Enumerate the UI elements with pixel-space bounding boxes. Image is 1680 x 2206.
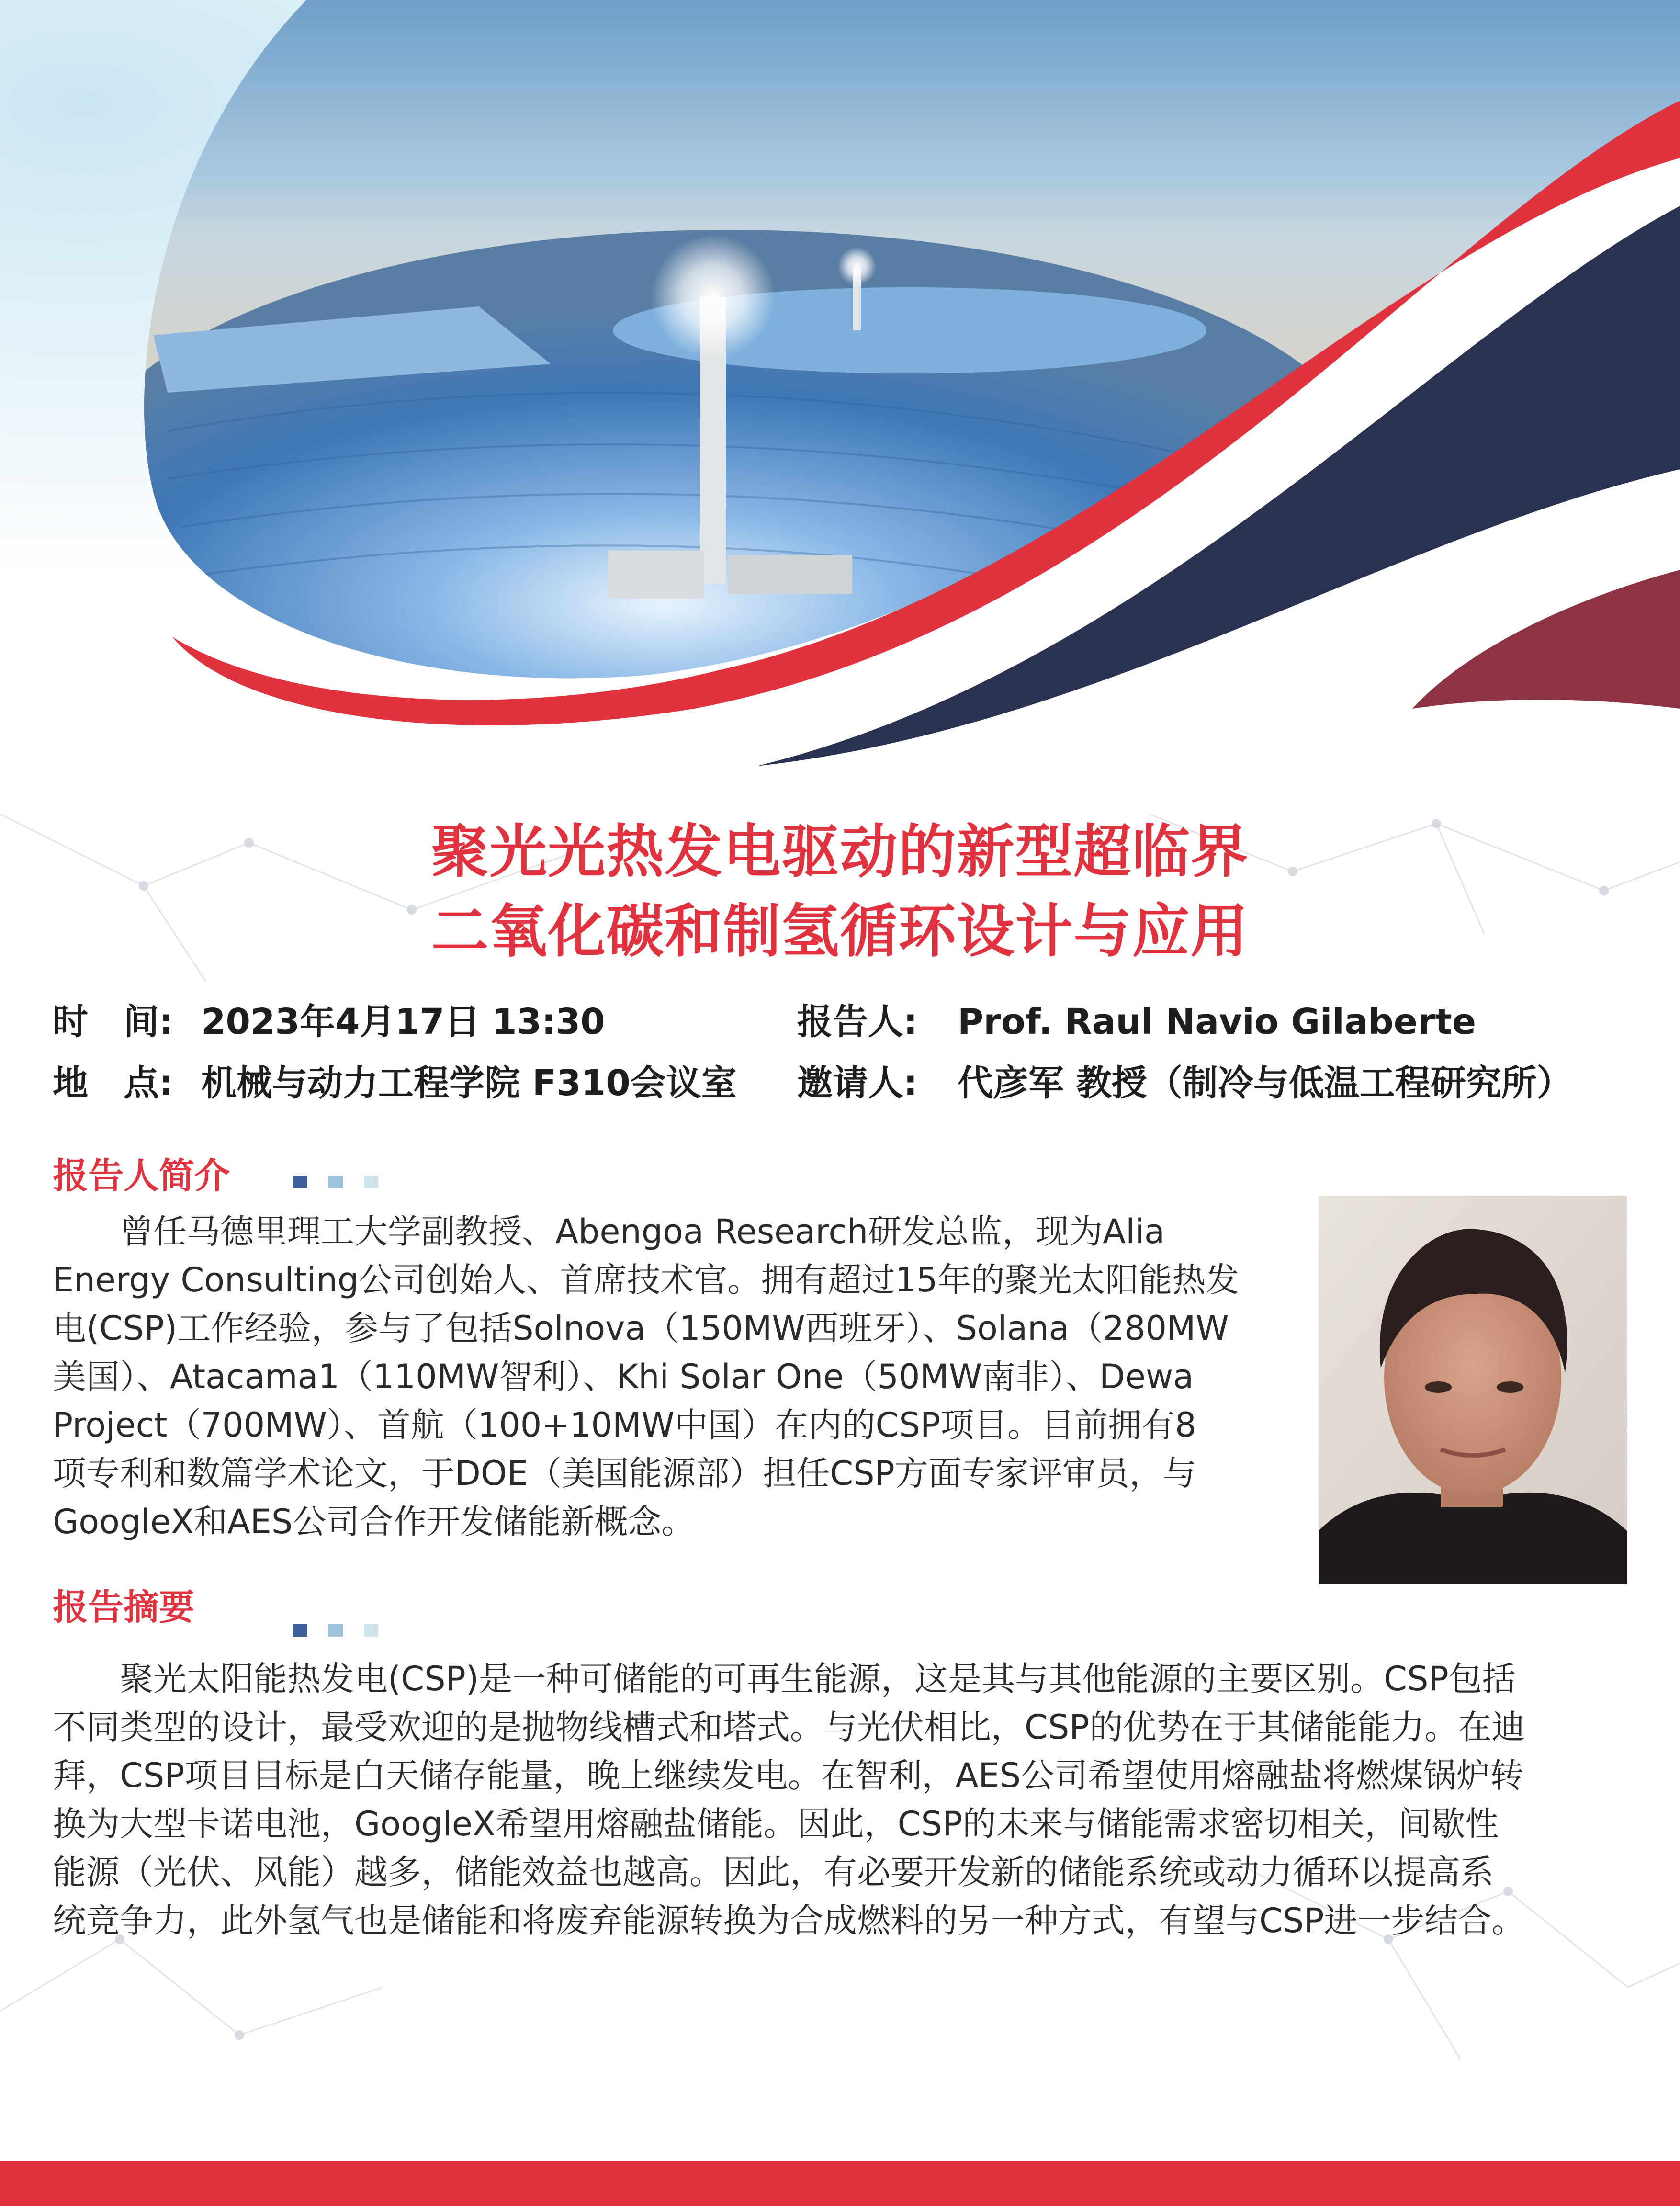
bio-line: 曾任马德里理工大学副教授、Abengoa Research研发总监，现为Alia (53, 1212, 1165, 1251)
bio-line: GoogleX和AES公司合作开发储能新概念。 (53, 1502, 695, 1541)
abstract-text (53, 1655, 1628, 1945)
bio-heading: 报告人简介 (53, 1155, 230, 1197)
bio-line: Project（700MW）、首航（100+10MW中国）在内的CSP项目。目前拥有8 (53, 1405, 1196, 1445)
abstract-heading-dots (293, 1624, 399, 1637)
bio-line: 电(CSP)工作经验，参与了包括Solnova（150MW西班牙）、Solana（280MW (53, 1309, 1229, 1348)
abstract-line: 拜，CSP项目目标是白天储存能量，晚上继续发电。在智利，AES公司希望使用熔融盐将燃煤锅炉转 (53, 1756, 1524, 1795)
speaker-portrait (1319, 1196, 1627, 1584)
bio-line: 美国）、Atacama1（110MW智利）、Khi Solar One（50MW南非）、Dewa (53, 1357, 1194, 1396)
time-value: 2023年4月17日 13:30 (201, 1001, 605, 1042)
inviter-value: 代彦军 教授（制冷与低温工程研究所） (958, 1063, 1572, 1104)
bio-heading-dots (293, 1176, 399, 1188)
place-label: 地 点: (53, 1063, 173, 1104)
abstract-line: 聚光太阳能热发电(CSP)是一种可储能的可再生能源，这是其与其他能源的主要区别。CSP包括 (53, 1659, 1516, 1698)
abstract-line: 能源（光伏、风能）越多，储能效益也越高。因此，有必要开发新的储能系统或动力循环以提高系 (53, 1853, 1494, 1892)
title-line-2: 二氧化碳和制氢循环设计与应用 (431, 898, 1249, 965)
footer-bar (0, 2161, 1680, 2206)
dark-red-ribbon (1412, 570, 1680, 709)
bio-line: Energy Consulting公司创始人、首席技术官。拥有超过15年的聚光太阳能热发 (53, 1260, 1240, 1300)
speaker-label: 报告人: (797, 1001, 918, 1042)
abstract-line: 换为大型卡诺电池，GoogleX希望用熔融盐储能。因此，CSP的未来与储能需求密切相关，间歇性 (53, 1804, 1499, 1844)
bio-text (53, 1208, 1307, 1546)
speaker-value: Prof. Raul Navio Gilaberte (958, 1001, 1477, 1042)
title-line-1: 聚光光热发电驱动的新型超临界 (431, 819, 1249, 885)
bio-line: 项专利和数篇学术论文，于DOE（美国能源部）担任CSP方面专家评审员，与 (53, 1454, 1196, 1493)
hero-banner (0, 0, 1680, 790)
time-label: 时 间: (53, 1001, 173, 1042)
place-value: 机械与动力工程学院 F310会议室 (201, 1063, 737, 1104)
abstract-heading: 报告摘要 (53, 1587, 194, 1628)
inviter-label: 邀请人: (797, 1063, 918, 1104)
abstract-line: 统竞争力，此外氢气也是储能和将废弃能源转换为合成燃料的另一种方式，有望与CSP进一步结合。 (53, 1901, 1525, 1940)
abstract-line: 不同类型的设计，最受欢迎的是抛物线槽式和塔式。与光伏相比，CSP的优势在于其储能能力。在迪 (53, 1708, 1525, 1747)
